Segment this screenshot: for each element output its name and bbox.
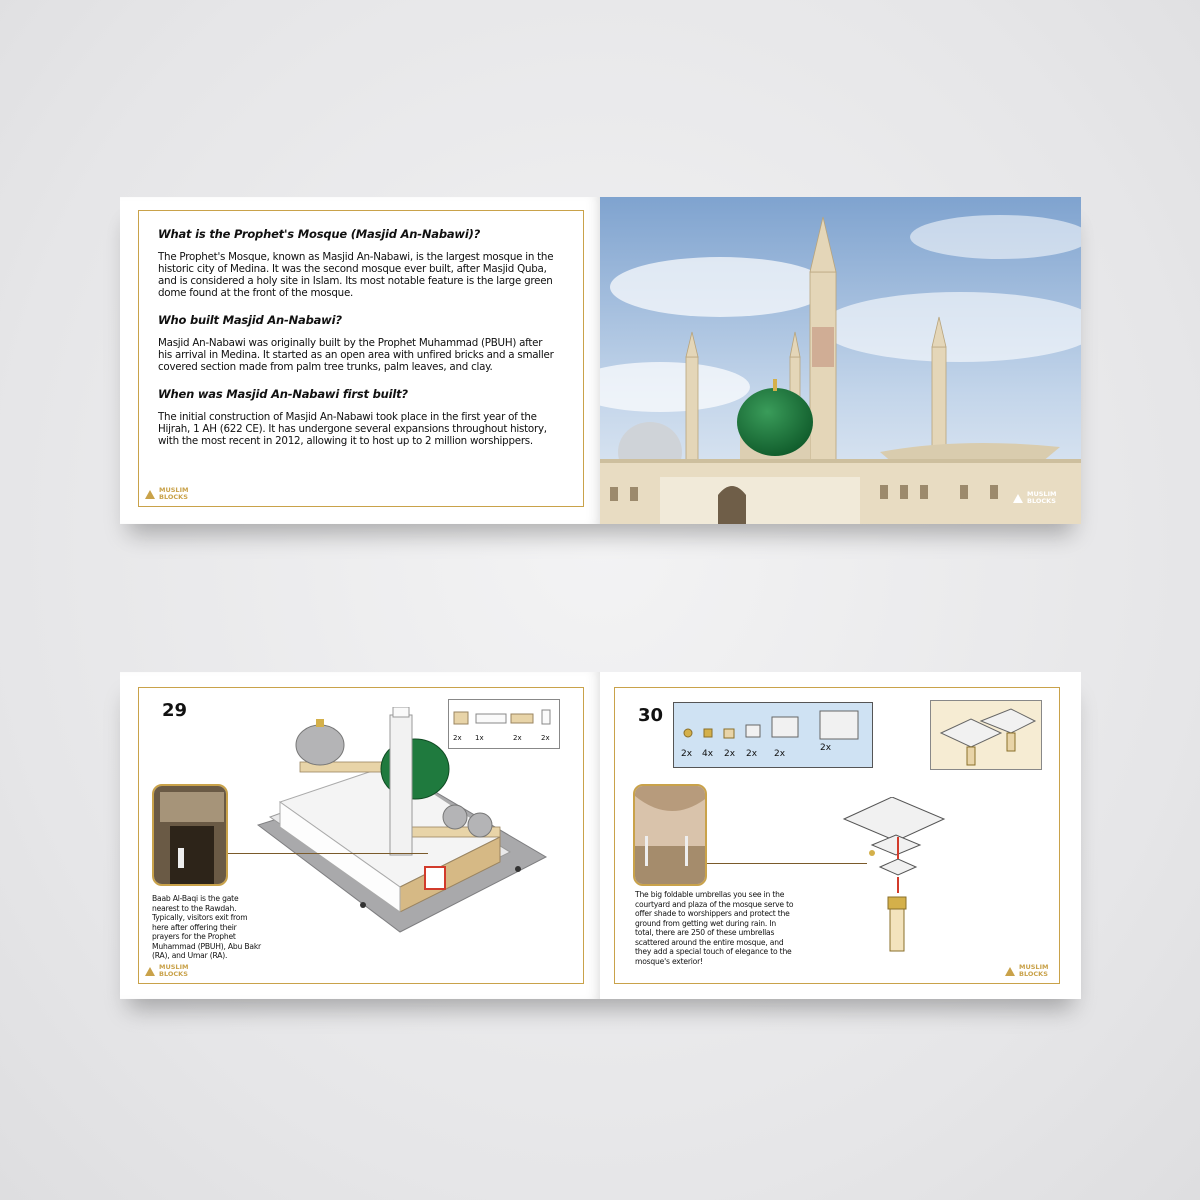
gate-photo	[152, 784, 228, 886]
bottom-booklet	[120, 672, 1081, 999]
umbrella-assembly	[840, 797, 970, 967]
logo-line1: MUSLIM	[159, 486, 189, 494]
logo-line2: BLOCKS	[159, 493, 188, 501]
info-text	[158, 227, 558, 461]
mosque-photo-page	[600, 197, 1081, 524]
step-preview	[930, 700, 1042, 770]
brand-logo	[1012, 491, 1056, 505]
brand-logo	[1004, 964, 1048, 978]
section-body: The initial construction of Masjid An-Nabawi took place in the first year of the Hijrah, 1 AH (622 CE). It has undergone several expansions throughout history, with the most recent in 2012, allowing it to host up to 2 million worshippers.	[158, 411, 547, 447]
logo-line2: BLOCKS	[159, 970, 188, 978]
logo-mosque-icon	[1012, 492, 1024, 504]
section-body: Masjid An-Nabawi was originally built by the Prophet Muhammad (PBUH) after his arrival in Medina. It started as an open area with unfired bricks and a smaller covered section made from palm tree trunks, palm leaves, and clay.	[158, 337, 554, 373]
part-qty: 2x	[541, 734, 550, 742]
logo-line2: BLOCKS	[1027, 497, 1056, 505]
top-booklet	[120, 197, 1081, 524]
page29-caption: Baab Al-Baqi is the gate nearest to the Rawdah. Typically, visitors exit from here after offering their prayers for the Prophet Muhammad (PBUH), Abu Bakr (RA), and Umar (RA).	[152, 894, 261, 960]
logo-line1: MUSLIM	[159, 963, 189, 971]
callout-line	[228, 853, 428, 854]
page30-caption: The big foldable umbrellas you see in the courtyard and plaza of the mosque serve to offer shade to worshippers and protect the ground from getting wet during rain. In total, there are 250 of these umbrellas scattered around the entire mosque, and they add a special touch of elegance to the mosque's exterior!	[635, 890, 794, 966]
part-qty: 2x	[513, 734, 522, 742]
info-page	[120, 197, 600, 524]
umbrella-photo-image	[635, 786, 707, 886]
instruction-page-30	[600, 672, 1081, 999]
logo-mosque-icon	[144, 488, 156, 500]
section-heading: Who built Masjid An-Nabawi?	[158, 313, 342, 327]
section-heading: When was Masjid An-Nabawi first built?	[158, 387, 408, 401]
part-qty: 2x	[681, 749, 693, 759]
umbrella-preview-icon	[931, 701, 1043, 771]
mosque-brick-model	[250, 707, 550, 952]
part-qty: 4x	[702, 749, 714, 759]
gate-photo-image	[154, 786, 228, 886]
plate-parts-icon	[674, 703, 874, 747]
brand-logo	[144, 487, 188, 501]
brand-logo	[144, 964, 188, 978]
part-qty: 2x	[774, 749, 786, 759]
page-number: 30	[638, 705, 664, 726]
logo-line2: BLOCKS	[1019, 970, 1048, 978]
logo-line1: MUSLIM	[1019, 963, 1049, 971]
part-qty: 2x	[820, 743, 832, 753]
logo-line1: MUSLIM	[1027, 490, 1057, 498]
mosque-photo	[600, 197, 1081, 524]
part-qty: 1x	[475, 734, 484, 742]
instruction-page-29	[120, 672, 600, 999]
part-qty: 2x	[724, 749, 736, 759]
section-body: The Prophet's Mosque, known as Masjid An-Nabawi, is the largest mosque in the historic city of Medina. It was the second mosque ever built, after Masjid Quba, and is considered a holy site in Islam. Its most notable feature is the large green dome found at the front of the mosque.	[158, 251, 554, 299]
section-heading: What is the Prophet's Mosque (Masjid An-Nabawi)?	[158, 227, 481, 241]
parts-list	[673, 702, 873, 768]
part-qty: 2x	[746, 749, 758, 759]
part-qty: 2x	[453, 734, 462, 742]
umbrella-photo	[633, 784, 707, 886]
logo-mosque-icon	[1004, 965, 1016, 977]
page-number: 29	[162, 700, 188, 721]
logo-mosque-icon	[144, 965, 156, 977]
